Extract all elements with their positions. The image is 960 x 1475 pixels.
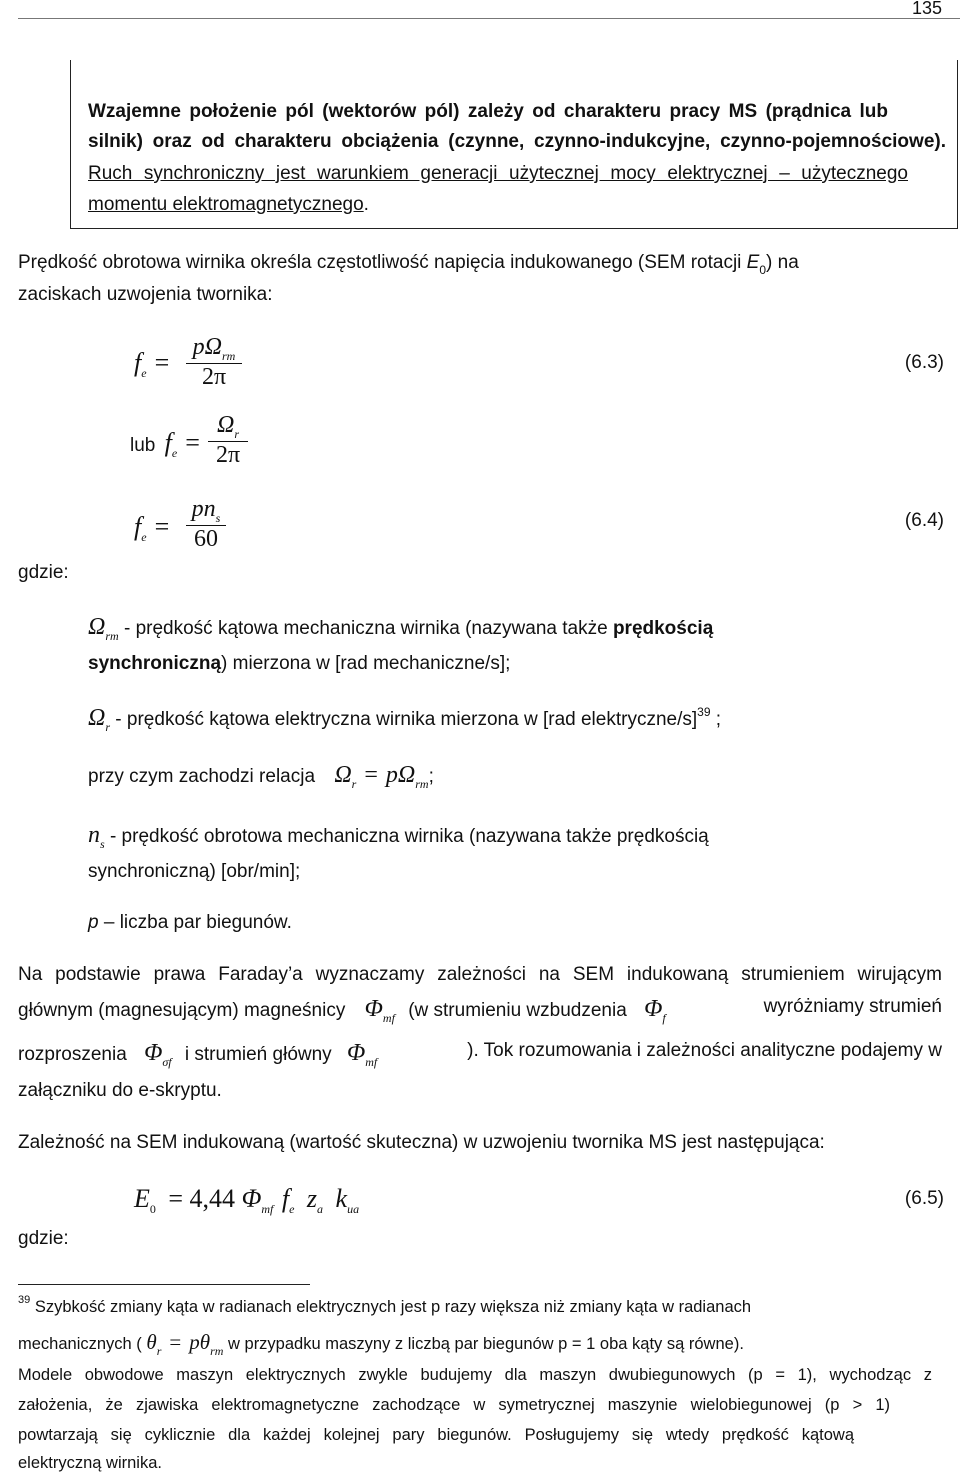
- eq63b-line: lub $f_e$ =: [130, 428, 200, 460]
- footnote-para-line-3: powtarzają się cyklicznie dla każdej kolejnej pary biegunów. Posługujemy się wtedy prędkość kątową: [18, 1426, 854, 1444]
- def-p: p – liczba par biegunów.: [88, 912, 292, 933]
- eq63-fraction: $p\Omega_{rm}$ 2π: [186, 334, 242, 390]
- footnote-line-1: $^{39}$ Szybkość zmiany kąta w radianach elektrycznych jest p razy większa niż zmiany kąta w radianach: [18, 1294, 752, 1316]
- eq63-lhs: $f_e$ =: [134, 348, 170, 380]
- faraday-line-2: głównym (magnesującym) magneśnicy $\Phi_{mf}$ (w strumieniu wzbudzenia $\Phi_f$ wyróżniamy strumień: [18, 996, 942, 1025]
- note-line-4: momentu elektromagnetycznego.: [88, 194, 369, 215]
- footnote-para-line-1: Modele obwodowe maszyn elektrycznych zwykle budujemy dla maszyn dwubiegunowych (p = 1), wychodząc z: [18, 1366, 932, 1384]
- faraday-line-1: Na podstawie prawa Faraday’a wyznaczamy zależności na SEM indukowaną strumieniem wirującym: [18, 964, 942, 985]
- intro-line-1: Prędkość obrotowa wirnika określa częstotliwość napięcia indukowanego (SEM rotacji $E_0$) na: [18, 252, 799, 277]
- gdzie-label-2: gdzie:: [18, 1228, 69, 1249]
- sem-line: Zależność na SEM indukowaną (wartość skuteczna) w uzwojeniu twornika MS jest następująca:: [18, 1132, 825, 1153]
- gdzie-label-1: gdzie:: [18, 562, 69, 583]
- note-line-2: silnik) oraz od charakteru obciążenia (czynne, czynno-indukcyjne, czynno-pojemnościowe).: [88, 131, 946, 152]
- eq63b-fraction: $\Omega_r$ 2π: [208, 412, 248, 468]
- footnote-para-line-4: elektryczną wirnika.: [18, 1454, 162, 1472]
- faraday-line-3: rozproszenia $\Phi_{\sigma f}$ i strumień główny $\Phi_{mf}$ ). Tok rozumowania i zależności analityczne podajemy w: [18, 1040, 942, 1069]
- def-omega-r: $\Omega_r$ - prędkość kątowa elektryczna wirnika mierzona w [rad elektryczne/s]$^{39}$ ;: [88, 705, 722, 734]
- faraday-line-4: załączniku do e-skryptu.: [18, 1080, 222, 1101]
- def-omega-rm-line-1: $\Omega_{rm}$ - prędkość kątowa mechaniczna wirnika (nazywana także prędkością: [88, 614, 714, 643]
- def-relation: przy czym zachodzi relacja $\Omega_r = p\Omega_{rm}$;: [88, 762, 434, 791]
- footnote-rule: [18, 1284, 310, 1285]
- footnote-para-line-2: założenia, że zjawiska elektromagnetyczne zachodzące w symetrycznej maszynie wielobiegunowej (p > 1): [18, 1396, 890, 1414]
- intro-line-2: zaciskach uzwojenia twornika:: [18, 284, 273, 305]
- eq63-number: (6.3): [904, 352, 944, 373]
- eq64-fraction: $pn_s$ 60: [186, 496, 226, 552]
- footnote-line-2: mechanicznych ( $\theta_r = p\theta_{rm}$ w przypadku maszyny z liczbą par biegunów p = 1 oba kąty są równe).: [18, 1330, 744, 1358]
- eq65: $E_0 = 4,44$ $\Phi_{mf}$ $f_e$ $z_a$ $k_{ua}$: [134, 1184, 360, 1216]
- def-n-s-line-2: synchroniczną) [obr/min];: [88, 861, 301, 882]
- def-omega-rm-line-2: synchroniczną) mierzona w [rad mechaniczne/s];: [88, 653, 511, 674]
- note-line-1: Wzajemne położenie pól (wektorów pól) zależy od charakteru pracy MS (prądnica lub: [88, 101, 888, 122]
- page-number: 135: [911, 0, 942, 18]
- header-rule: [18, 18, 960, 19]
- def-n-s-line-1: $n_s$ - prędkość obrotowa mechaniczna wirnika (nazywana także prędkością: [88, 822, 709, 851]
- eq64-number: (6.4): [904, 510, 944, 531]
- eq64-lhs: $f_e$ =: [134, 512, 170, 544]
- note-line-3[interactable]: Ruch synchroniczny jest warunkiem generacji użytecznej mocy elektrycznej – użytecznego: [88, 163, 908, 184]
- eq65-number: (6.5): [904, 1188, 944, 1209]
